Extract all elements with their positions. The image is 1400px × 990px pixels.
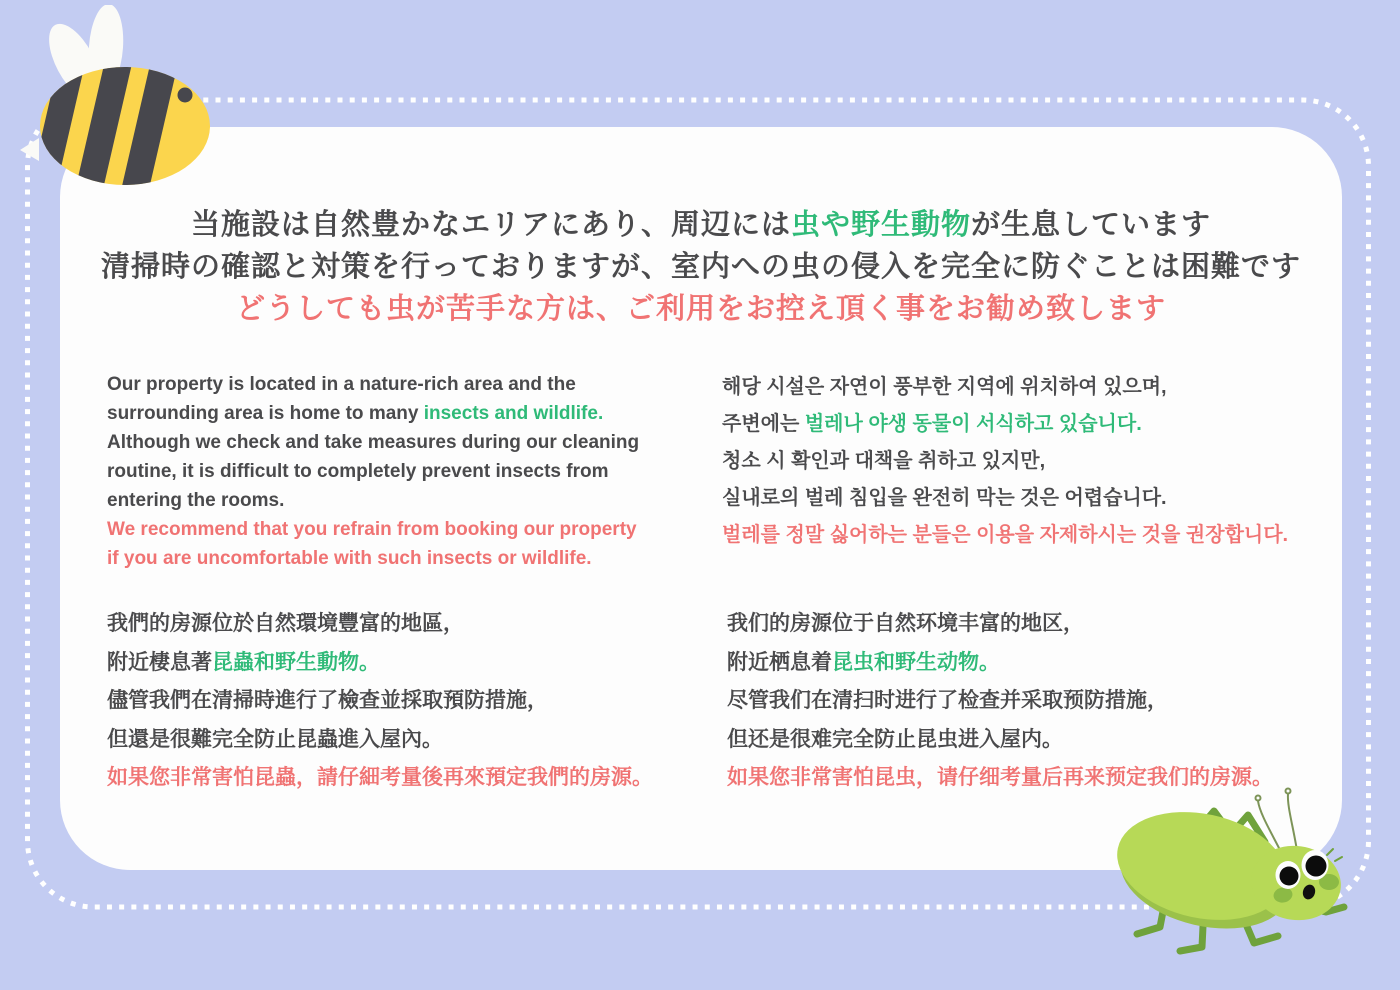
headline-line1-pre: 当施設は自然豊かなエリアにあり、周辺には — [190, 209, 791, 241]
english-warning-line-2: if you are uncomfortable with such insects or wildlife. — [107, 548, 592, 569]
korean-line-4: 실내로의 벌레 침입을 완전히 막는 것은 어렵습니다. — [722, 487, 1167, 509]
chinese-traditional-line-2 — [107, 644, 653, 683]
bee-wing-left — [39, 16, 112, 108]
grasshopper-cheek-right — [1319, 874, 1339, 890]
chinese-simplified-line-2 — [727, 644, 1273, 683]
english-line-4: routine, it is difficult to completely prevent insects from — [107, 461, 609, 482]
headline-line1-post: が生息しています — [971, 209, 1212, 241]
korean-warning-line: 벌레를 정말 싫어하는 분들은 이용을 자제하시는 것을 권장합니다. — [722, 524, 1289, 546]
english-line-3: Although we check and take measures during our cleaning — [107, 432, 640, 453]
grasshopper-cheek-left — [1272, 886, 1293, 904]
headline-line-2: 清掃時の確認と対策を行っておりますが、室内への虫の侵入を完全に防ぐことは困難です — [100, 251, 1301, 283]
chinese-simplified-line2-pre: 附近栖息着 — [727, 650, 832, 674]
english-line-5: entering the rooms. — [107, 490, 285, 511]
chinese-traditional-warning-line: 如果您非常害怕昆蟲，請仔細考量後再來預定我們的房源。 — [107, 766, 653, 789]
headline-line-1 — [60, 204, 1342, 246]
english-line-2 — [107, 399, 639, 428]
chinese-traditional-line-3: 儘管我們在清掃時進行了檢查並採取預防措施， — [107, 689, 548, 712]
grasshopper-lashes — [1327, 849, 1342, 861]
chinese-simplified-line-4: 但还是很难完全防止昆虫进入屋内。 — [727, 727, 1063, 751]
english-line2-highlight: insects and wildlife. — [423, 403, 604, 424]
korean-line-3: 청소 시 확인과 대책을 취하고 있지만, — [722, 450, 1046, 472]
chinese-simplified-line-3: 尽管我们在清扫时进行了检查并采取预防措施， — [727, 689, 1168, 712]
paragraph-chinese-traditional — [107, 605, 653, 798]
korean-line2-pre: 주변에는 — [722, 413, 805, 435]
grasshopper-mouth — [1301, 883, 1317, 901]
english-line2-pre: surrounding area is home to many — [107, 403, 424, 424]
chinese-traditional-line-1: 我們的房源位於自然環境豐富的地區， — [107, 612, 464, 635]
chinese-simplified-line2-highlight: 昆虫和野生动物。 — [832, 650, 1000, 674]
bee-wing-right — [86, 5, 126, 91]
bee-stinger — [20, 138, 39, 161]
grasshopper-pupil-left — [1280, 867, 1299, 886]
chinese-traditional-line2-highlight: 昆蟲和野生動物。 — [212, 650, 380, 674]
chinese-simplified-warning-line: 如果您非常害怕昆虫，请仔细考量后再来预定我们的房源。 — [727, 766, 1273, 789]
chinese-traditional-line2-pre: 附近棲息著 — [107, 650, 212, 674]
paragraph-japanese-headline — [60, 204, 1342, 330]
paragraph-korean — [722, 369, 1288, 554]
bee-eye — [178, 88, 193, 103]
headline-warning-line: どうしても虫が苦手な方は、ご利用をお控え頂く事をお勧め致します — [235, 293, 1166, 325]
chinese-traditional-line-4: 但還是很難完全防止昆蟲進入屋內。 — [107, 727, 443, 751]
english-warning-line-1: We recommend that you refrain from booking our property — [107, 519, 637, 540]
chinese-simplified-line-1: 我们的房源位于自然环境丰富的地区， — [727, 612, 1084, 635]
paragraph-english — [107, 370, 639, 573]
paragraph-chinese-simplified — [727, 605, 1273, 798]
korean-line-2 — [722, 406, 1288, 443]
korean-line-1: 해당 시설은 자연이 풍부한 지역에 위치하여 있으며, — [722, 376, 1167, 398]
english-line-1: Our property is located in a nature-rich area and the — [107, 374, 576, 395]
korean-line2-highlight: 벌레나 야생 동물이 서식하고 있습니다. — [804, 413, 1142, 435]
grasshopper-legs — [1137, 875, 1344, 951]
headline-line1-highlight: 虫や野生動物 — [790, 209, 971, 241]
